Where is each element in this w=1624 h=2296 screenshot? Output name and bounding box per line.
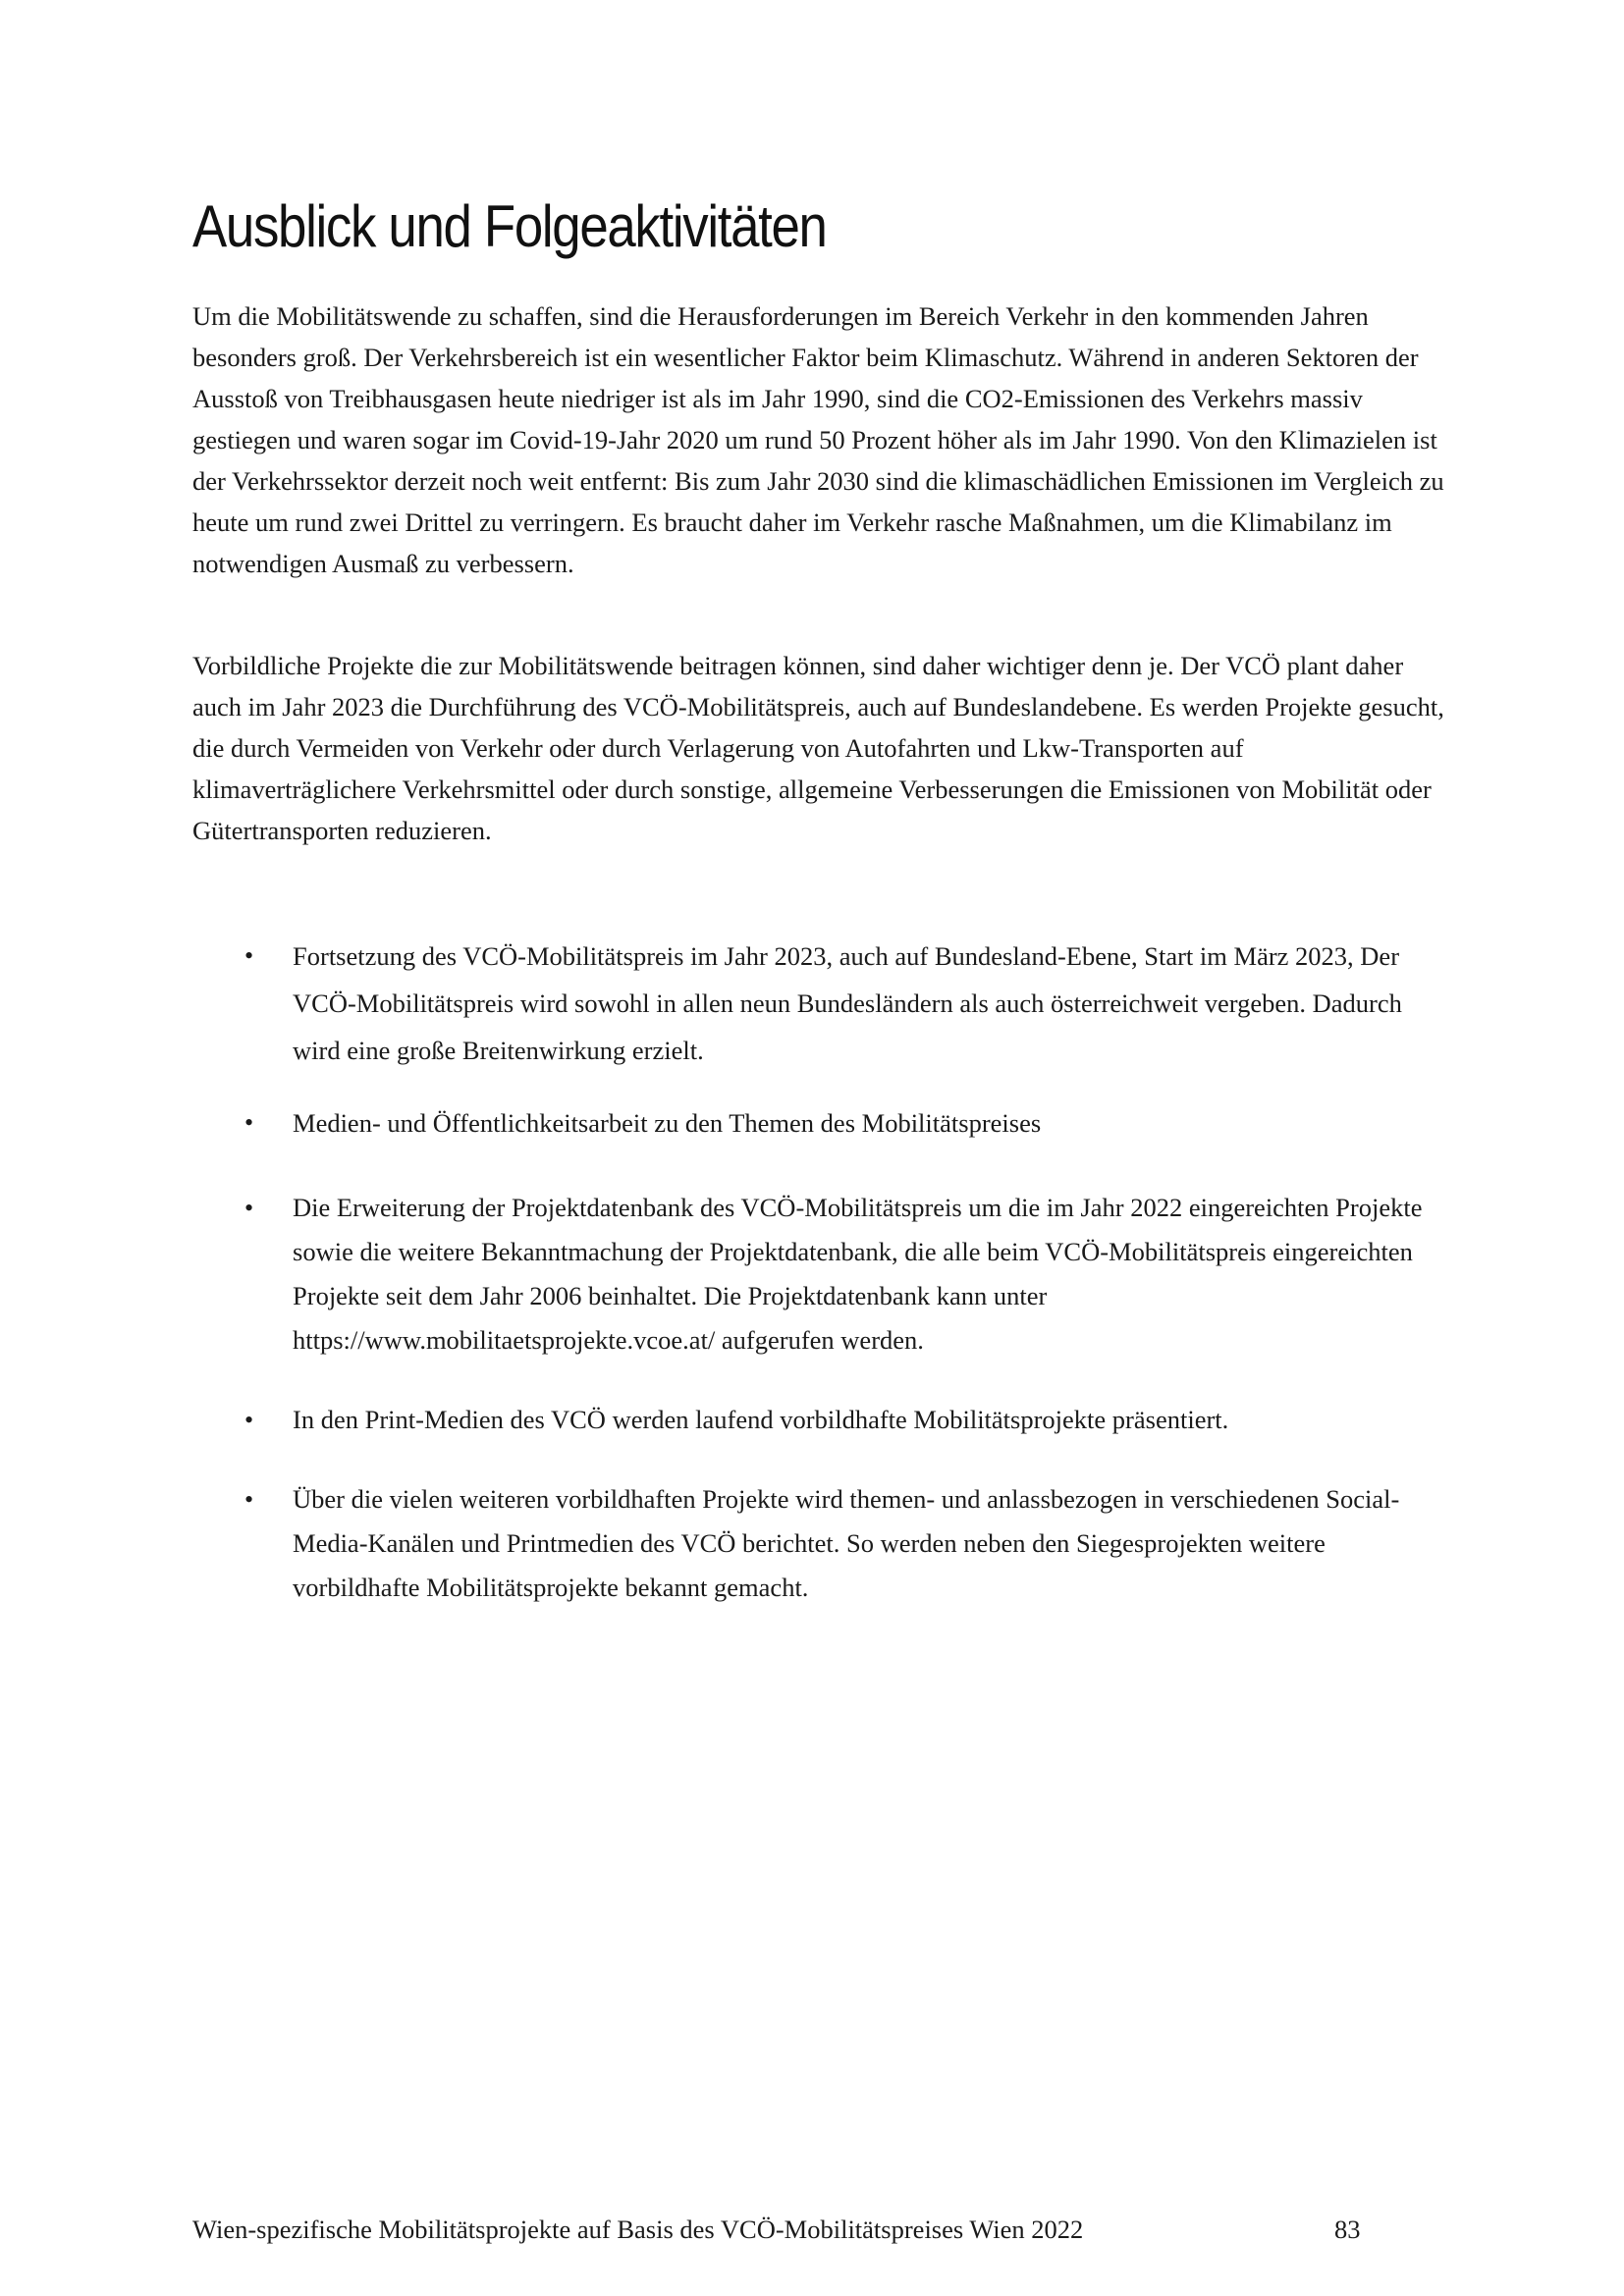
list-item-text: In den Print-Medien des VCÖ werden laufend vorbildhafte Mobilitätsprojekte präsentiert. xyxy=(293,1405,1229,1434)
page-number: 83 xyxy=(1334,2215,1361,2244)
bullet-icon: • xyxy=(244,1485,254,1514)
bullet-icon: • xyxy=(244,1108,254,1137)
bullet-icon: • xyxy=(244,941,254,970)
list-item-text: Medien- und Öffentlichkeitsarbeit zu den Themen des Mobilitätspreises xyxy=(293,1108,1042,1138)
list-item-text: Fortsetzung des VCÖ-Mobilitätspreis im Jahr 2023, auch auf Bundesland-Ebene, Start im März 2023, Der VCÖ-Mobilitätspreis wird sowohl in allen neun Bundesländern als auch österreichweit vergeben. Dadurch wird eine große Breitenwirkung erzielt. xyxy=(293,941,1402,1065)
list-item xyxy=(192,1186,1451,1362)
paragraph-projects: Vorbildliche Projekte die zur Mobilitätswende beitragen können, sind daher wichtiger denn je. Der VCÖ plant daher auch im Jahr 2023 die Durchführung des VCÖ-Mobilitätspreis, auch auf Bundeslandebene. Es werden Projekte gesucht, die durch Vermeiden von Verkehr oder durch Verlagerung von Autofahrten und Lkw-Transporten auf klimaverträglichere Verkehrsmittel oder durch sonstige, allgemeine Verbesserungen die Emissionen von Mobilität oder Gütertransporten reduzieren. xyxy=(192,651,1444,845)
list-item-text: Über die vielen weiteren vorbildhaften Projekte wird themen- und anlassbezogen in verschiedenen Social-Media-Kanälen und Printmedien des VCÖ berichtet. So werden neben den Siegesprojekten weitere vorbildhafte Mobilitätsprojekte bekannt gemacht. xyxy=(293,1484,1400,1602)
list-item-text: Die Erweiterung der Projektdatenbank des VCÖ-Mobilitätspreis um die im Jahr 2022 eingereichten Projekte sowie die weitere Bekanntmachung der Projektdatenbank, die alle beim VCÖ-Mobilitätspreis eingereichten Projekte seit dem Jahr 2006 beinhaltet. Die Projektdatenbank kann unter https://www.mobilitaetsprojekte.vcoe.at/ aufgerufen werden. xyxy=(293,1193,1423,1355)
list-item xyxy=(192,1099,1451,1147)
paragraph-intro: Um die Mobilitätswende zu schaffen, sind die Herausforderungen im Bereich Verkehr in den kommenden Jahren besonders groß. Der Verkehrsbereich ist ein wesentlicher Faktor beim Klimaschutz. Während in anderen Sektoren der Ausstoß von Treibhausgasen heute niedriger ist als im Jahr 1990, sind die CO2-Emissionen des Verkehrs massiv gestiegen und waren sogar im Covid-19-Jahr 2020 um rund 50 Prozent höher als im Jahr 1990. Von den Klimazielen ist der Verkehrssektor derzeit noch weit entfernt: Bis zum Jahr 2030 sind die klimaschädlichen Emissionen im Vergleich zu heute um rund zwei Drittel zu verringern. Es braucht daher im Verkehr rasche Maßnahmen, um die Klimabilanz im notwendigen Ausmaß zu verbessern. xyxy=(192,301,1444,578)
activities-list xyxy=(192,933,1451,1610)
list-item xyxy=(192,933,1451,1074)
bullet-icon: • xyxy=(244,1406,254,1434)
list-item xyxy=(192,1477,1451,1610)
list-item xyxy=(192,1398,1451,1442)
footer-title: Wien-spezifische Mobilitätsprojekte auf Basis des VCÖ-Mobilitätspreises Wien 2022 xyxy=(192,2215,1084,2244)
bullet-icon: • xyxy=(244,1194,254,1222)
page-title: Ausblick und Folgeaktivitäten xyxy=(192,193,827,259)
